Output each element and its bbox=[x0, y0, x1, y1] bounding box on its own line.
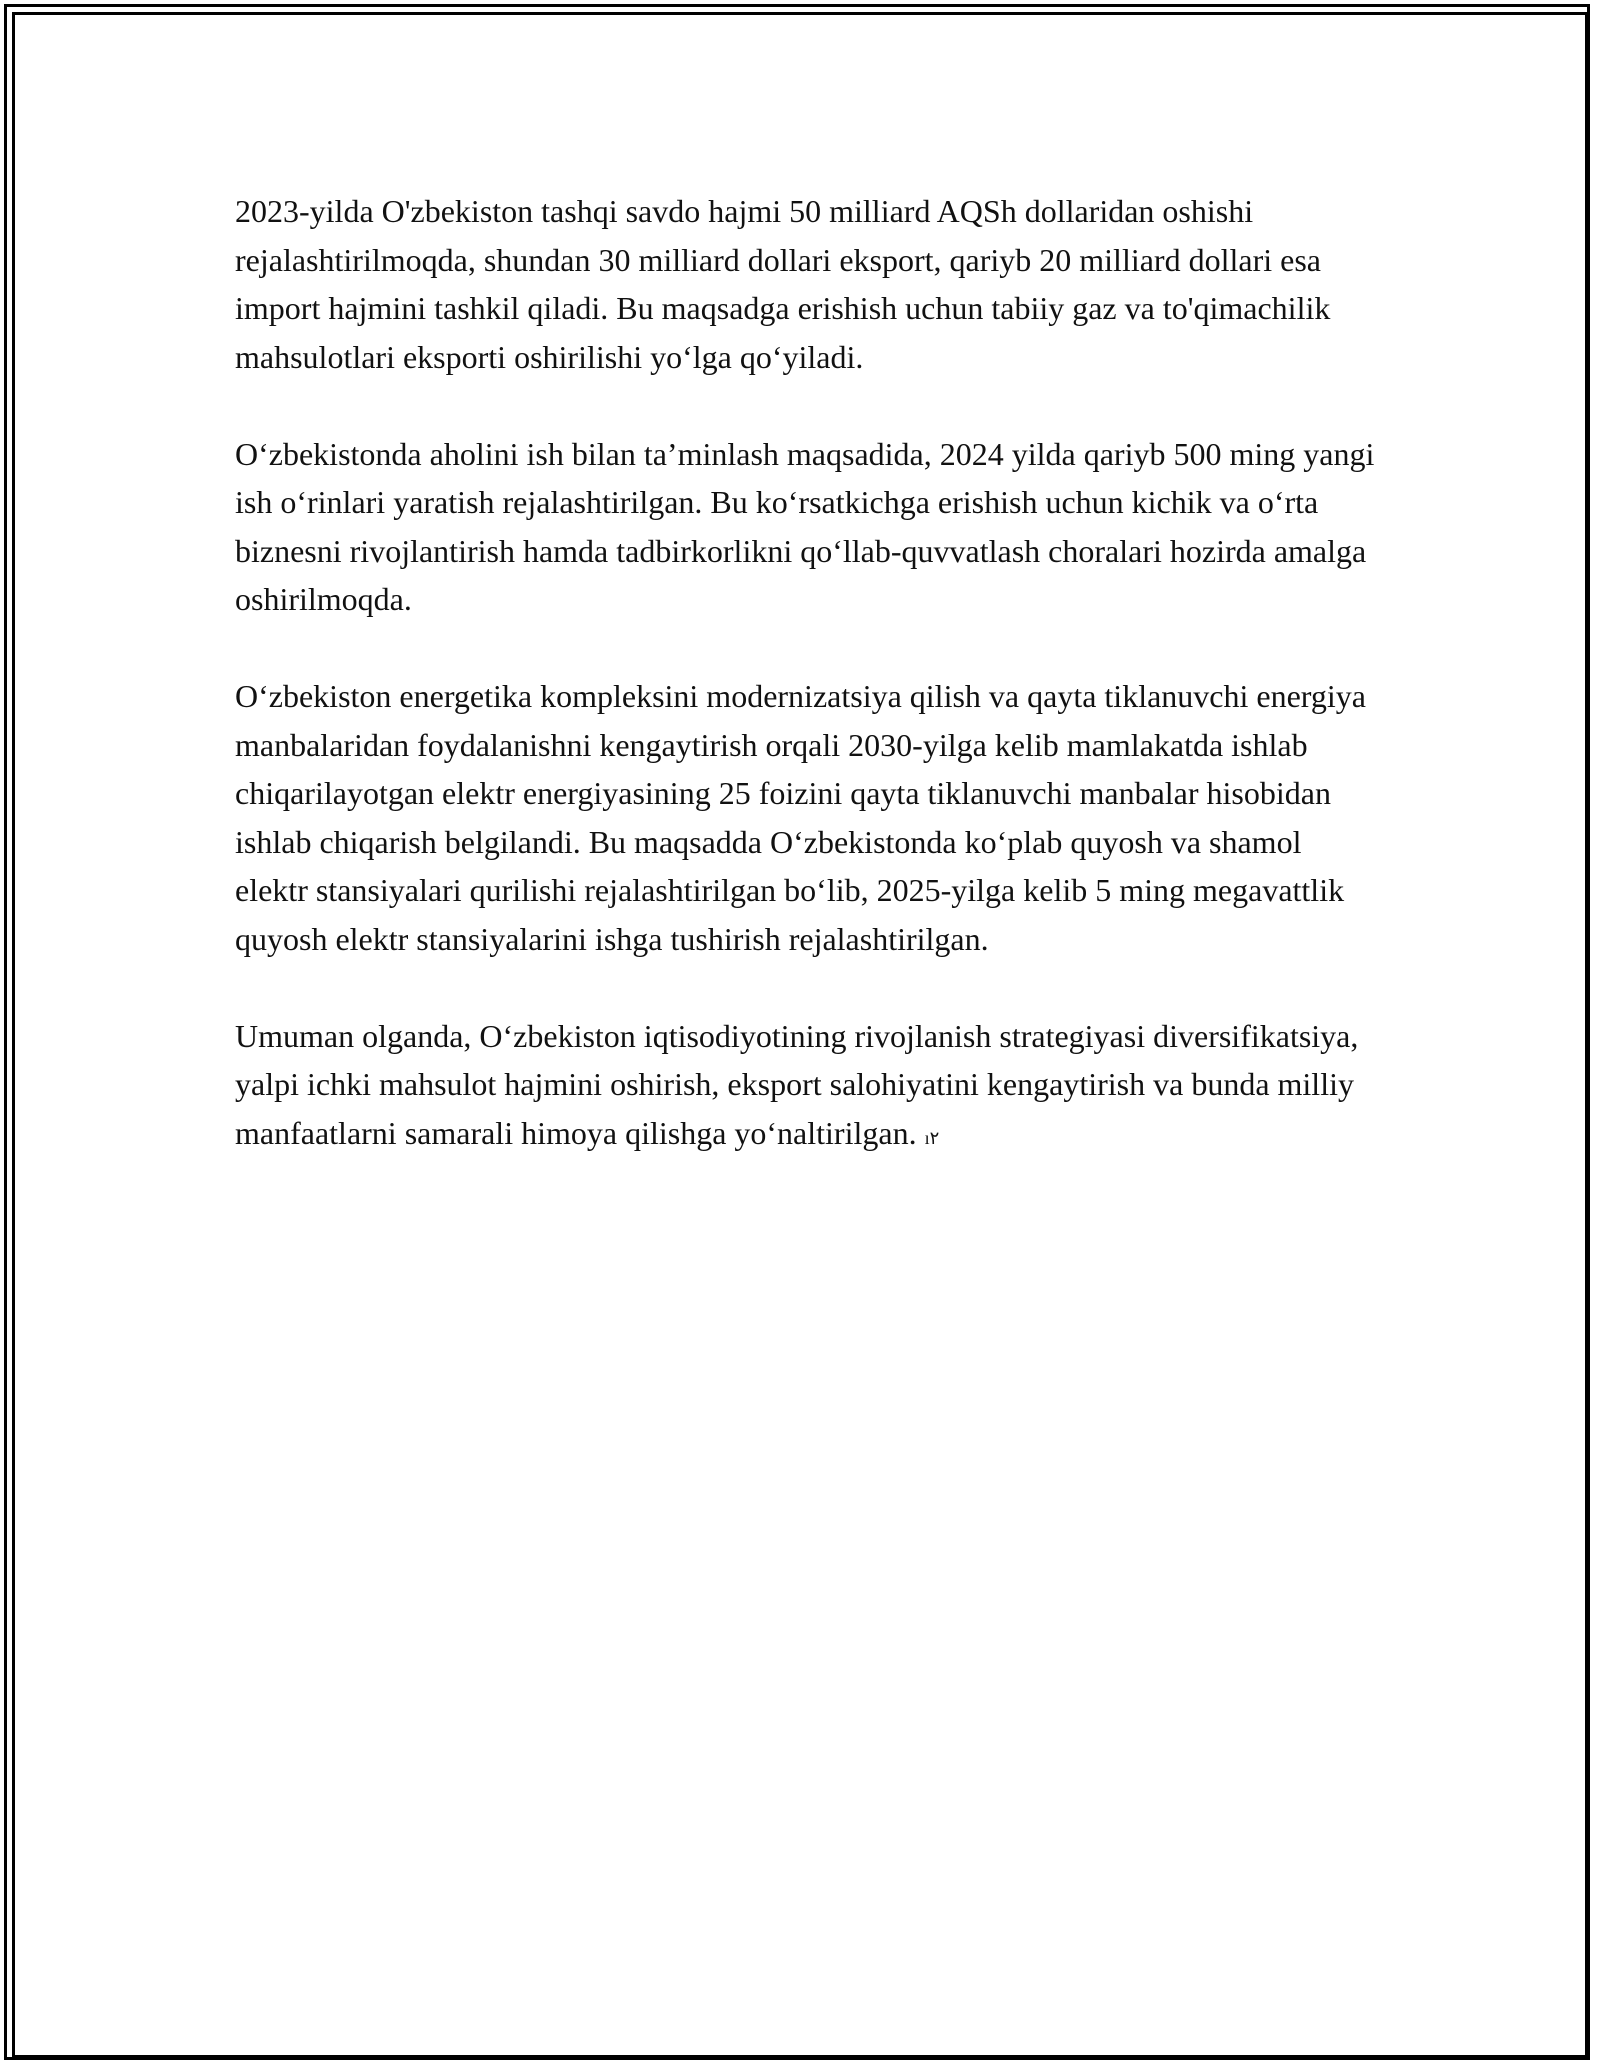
paragraph-energy: O‘zbekiston energetika kompleksini modernizatsiya qilish va qayta tiklanuvchi energiya manbalaridan foydalanishni kengaytirish orqali 2030-yilga kelib mamlakatda ishlab chiqarilayotgan elektr energiyasining 25 foizini qayta tiklanuvchi manbalar hisobidan ishlab chiqarish belgilandi. Bu maqsadda O‘zbekistonda ko‘plab quyosh va shamol elektr stansiyalari qurilishi rejalashtirilgan bo‘lib, 2025-yilga kelib 5 ming megavattlik quyosh elektr stansiyalarini ishga tushirish rejalashtirilgan. bbox=[235, 678, 1366, 957]
paragraph-summary-text: Umuman olganda, O‘zbekiston iqtisodiyotining rivojlanish strategiyasi diversifikatsiya, yalpi ichki mahsulot hajmini oshirish, eksport salohiyatini kengaytirish va bunda milliy manfaatlarni samarali himoya qilishga yo‘naltirilgan. bbox=[235, 1017, 1359, 1151]
end-marker: ı۲ bbox=[924, 1127, 940, 1148]
paragraph-summary bbox=[235, 1012, 1375, 1163]
paragraph-employment: O‘zbekistonda aholini ish bilan ta’minlash maqsadida, 2024 yilda qariyb 500 ming yangi ish o‘rinlari yaratish rejalashtirilgan. Bu ko‘rsatkichga erishish uchun kichik va o‘rta biznesni rivojlantirish hamda tadbirkorlikni qo‘llab-quvvatlash choralari hozirda amalga oshirilmoqda. bbox=[235, 435, 1375, 617]
paragraph-trade: 2023-yilda O'zbekiston tashqi savdo hajmi 50 milliard AQSh dollaridan oshishi rejalashtirilmoqda, shundan 30 milliard dollari eksport, qariyb 20 milliard dollari esa import hajmini tashkil qiladi. Bu maqsadga erishish uchun tabiiy gaz va to'qimachilik mahsulotlari eksporti oshirilishi yo‘lga qo‘yiladi. bbox=[235, 193, 1331, 375]
document-body bbox=[235, 187, 1375, 1211]
